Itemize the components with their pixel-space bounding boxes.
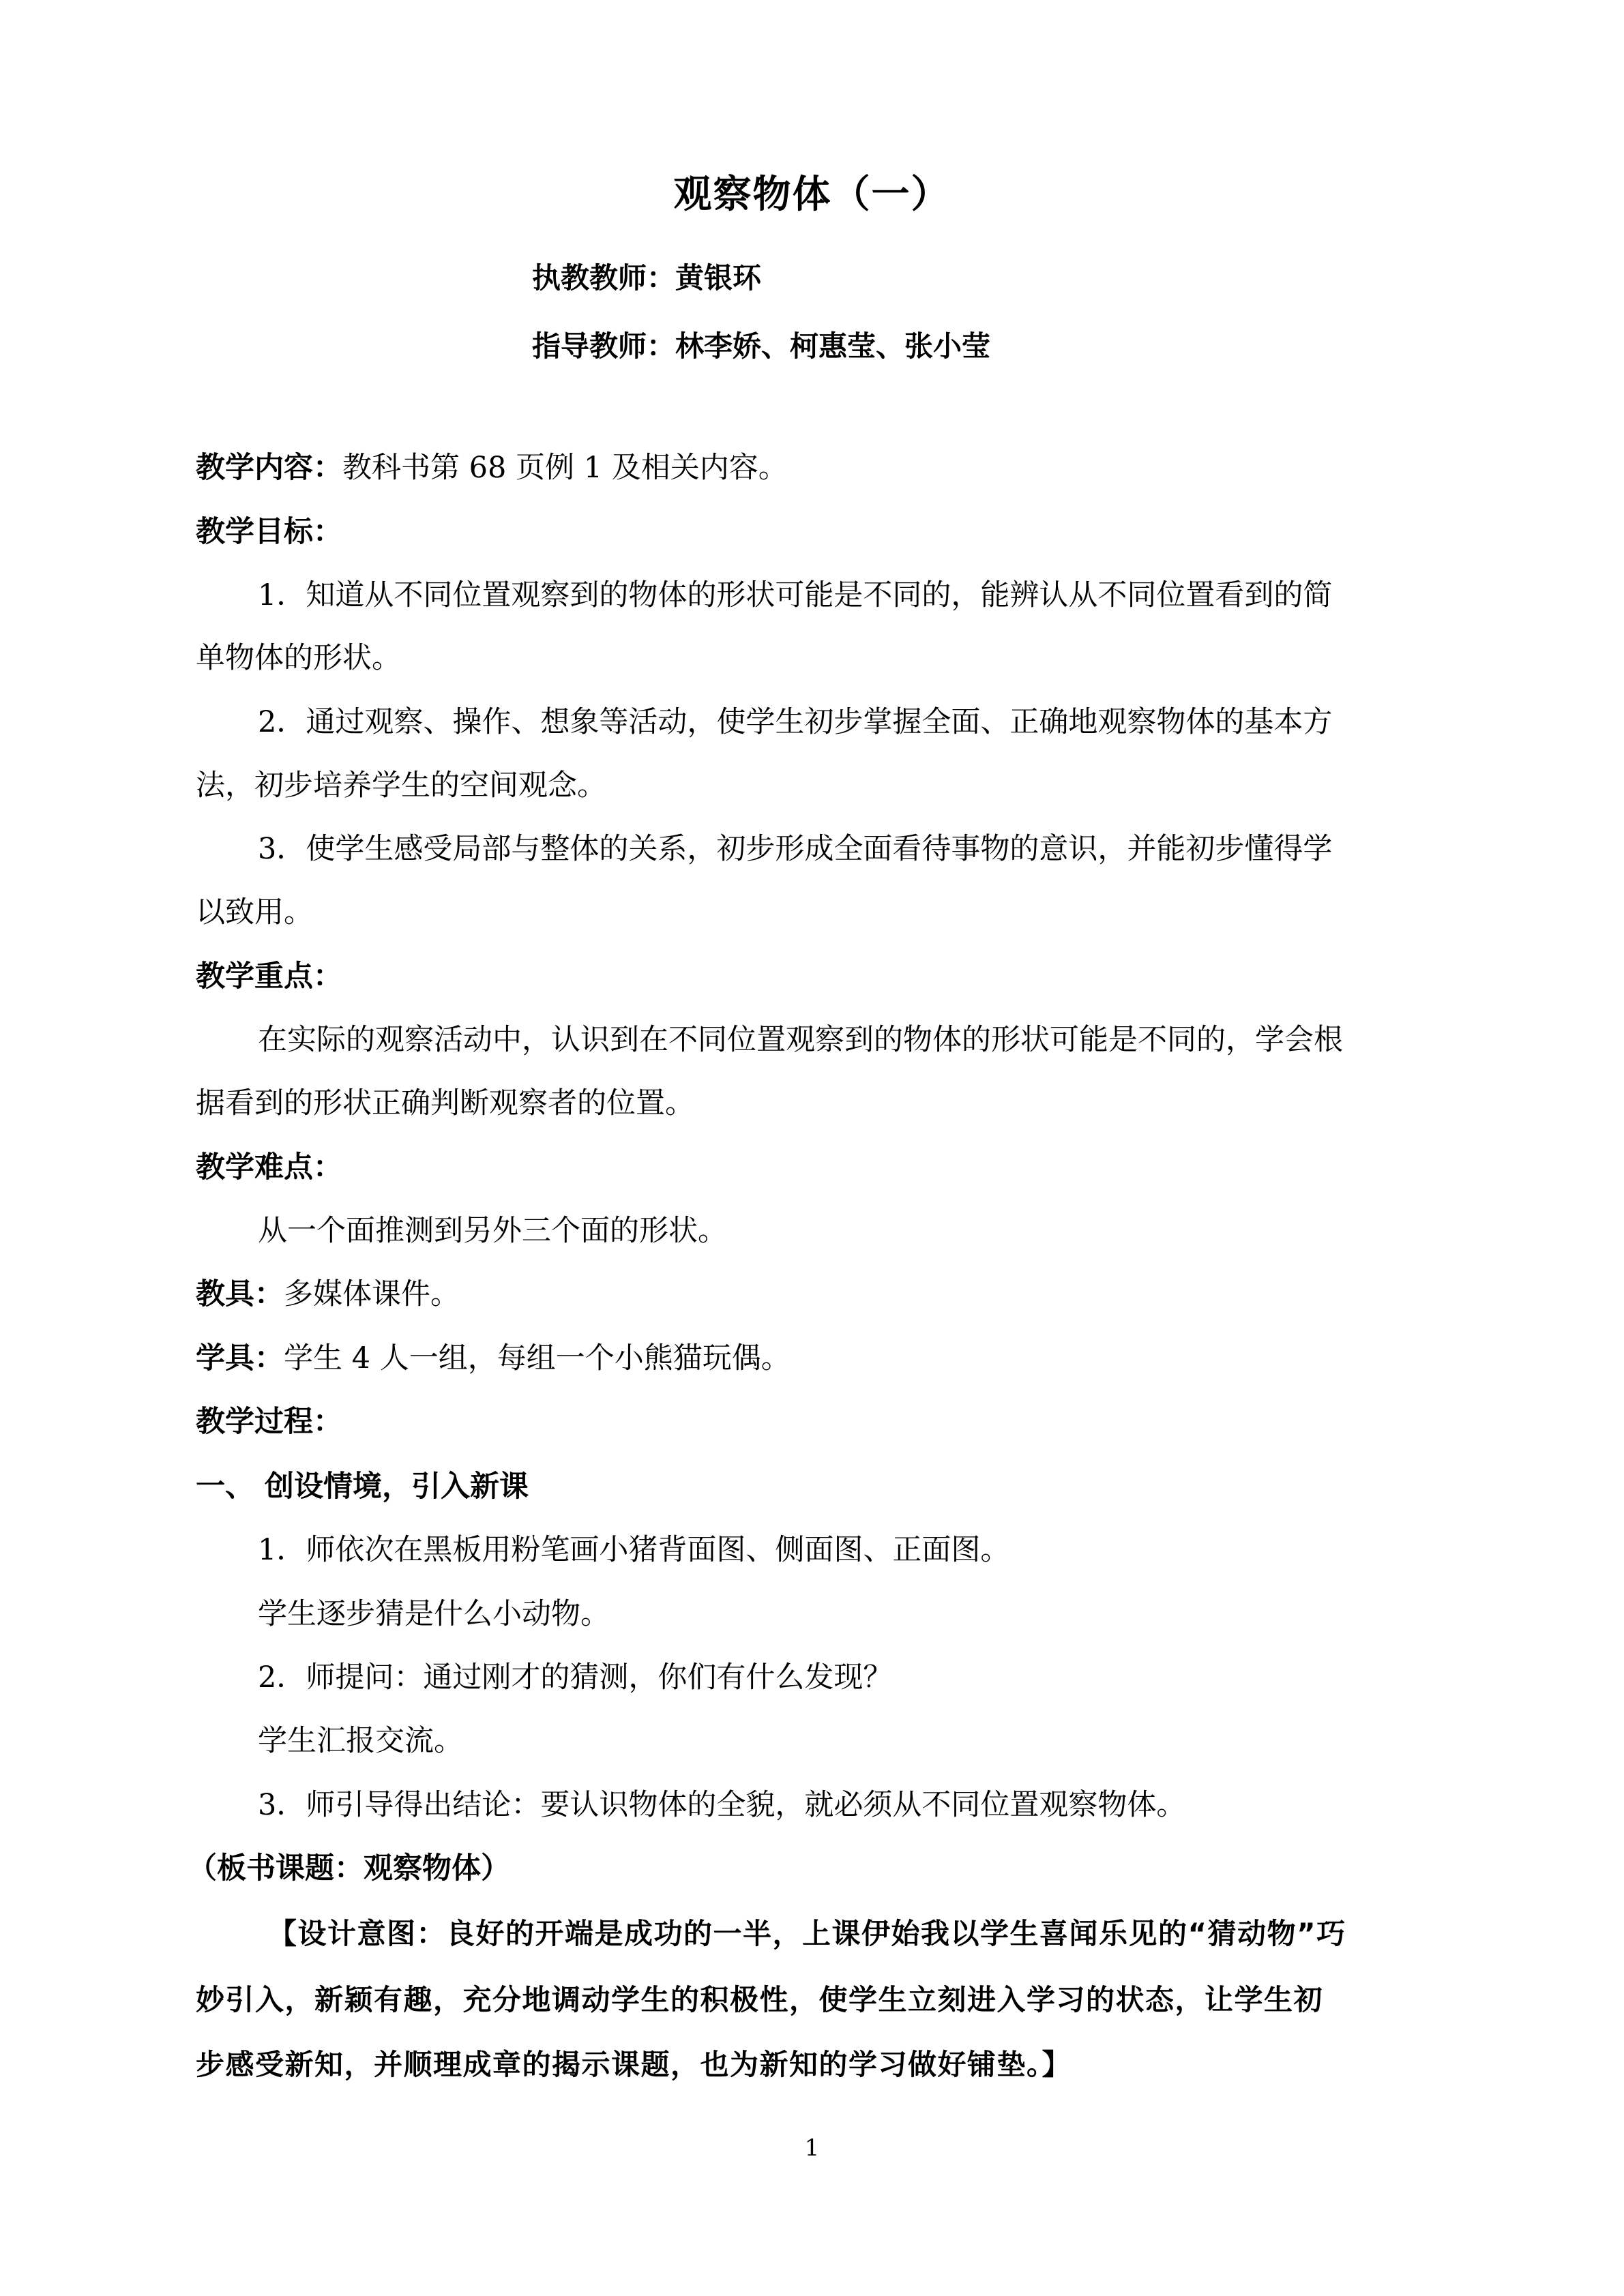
design-intent-line1: 【设计意图：良好的开端是成功的一半，上课伊始我以学生喜闻乐见的“猜动物”巧 — [268, 1917, 1346, 1950]
key-points-label: 教学重点： — [196, 959, 342, 994]
teaching-aids-label: 教具： — [196, 1277, 284, 1311]
learning-aids-label: 学具： — [196, 1341, 284, 1375]
page-title: 观察物体（一） — [673, 173, 951, 217]
content-text: 教科书第 68 页例 1 及相关内容。 — [342, 451, 788, 485]
step-2: 2．师提问：通过刚才的猜测，你们有什么发现？ — [258, 1660, 893, 1695]
learning-aids-line — [196, 1338, 791, 1379]
objective-1-line2: 单物体的形状。 — [196, 641, 401, 675]
board-title: （板书课题：观察物体） — [188, 1851, 510, 1885]
step-1-note: 学生逐步猜是什么小动物。 — [258, 1597, 610, 1631]
objectives-label: 教学目标： — [196, 515, 342, 549]
step-3: 3．师引导得出结论：要认识物体的全貌，就必须从不同位置观察物体。 — [258, 1788, 1186, 1822]
section-1-heading: 一、 创设情境，引入新课 — [196, 1470, 529, 1504]
process-label: 教学过程： — [196, 1405, 342, 1439]
objective-3-line2: 以致用。 — [196, 895, 313, 929]
key-points-line2: 据看到的形状正确判断观察者的位置。 — [196, 1086, 694, 1120]
advisors-line: 指导教师：林李娇、柯惠莹、张小莹 — [532, 329, 991, 363]
difficulties-label: 教学难点： — [196, 1150, 342, 1184]
key-points-line1: 在实际的观察活动中，认识到在不同位置观察到的物体的形状可能是不同的，学会根 — [258, 1023, 1343, 1057]
objective-1-line1: 1．知道从不同位置观察到的物体的形状可能是不同的，能辨认从不同位置看到的简 — [258, 578, 1333, 612]
step-1: 1．师依次在黑板用粉笔画小猪背面图、侧面图、正面图。 — [258, 1533, 1010, 1567]
step-2-note: 学生汇报交流。 — [258, 1724, 463, 1758]
page-number: 1 — [804, 2134, 820, 2162]
learning-aids-text: 学生 4 人一组，每组一个小熊猫玩偶。 — [284, 1341, 791, 1375]
design-intent-line2: 妙引入，新颖有趣，充分地调动学生的积极性，使学生立刻进入学习的状态，让学生初 — [196, 1983, 1324, 2016]
objective-2-line2: 法，初步培养学生的空间观念。 — [196, 769, 606, 803]
difficulties-text: 从一个面推测到另外三个面的形状。 — [258, 1214, 727, 1248]
content-label: 教学内容： — [196, 451, 342, 485]
objective-2-line1: 2．通过观察、操作、想象等活动，使学生初步掌握全面、正确地观察物体的基本方 — [258, 705, 1333, 739]
teacher-line: 执教教师：黄银环 — [532, 261, 762, 295]
content-line — [196, 447, 788, 488]
design-intent-line3: 步感受新知，并顺理成章的揭示课题，也为新知的学习做好铺垫。】 — [196, 2048, 1072, 2081]
teaching-aids-line — [196, 1274, 460, 1315]
teaching-aids-text: 多媒体课件。 — [284, 1277, 460, 1311]
objective-3-line1: 3．使学生感受局部与整体的关系，初步形成全面看待事物的意识，并能初步懂得学 — [258, 832, 1333, 866]
